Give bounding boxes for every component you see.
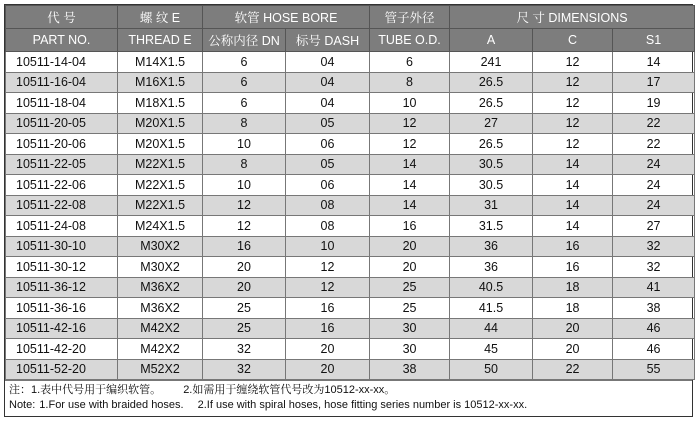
table-row xyxy=(6,175,695,196)
header-col-a: A xyxy=(450,29,533,52)
dash-cell: 04 xyxy=(286,93,370,114)
tube-od-cell: 20 xyxy=(370,236,450,257)
dim-s1-cell: 19 xyxy=(613,93,695,114)
thread-cell: M22X1.5 xyxy=(118,195,203,216)
dim-s1-cell: 22 xyxy=(613,113,695,134)
header-tube-cn: 管子外径 xyxy=(370,6,450,29)
dim-a-cell: 30.5 xyxy=(450,154,533,175)
thread-cell: M42X2 xyxy=(118,339,203,360)
dn-cell: 12 xyxy=(203,195,286,216)
dim-a-cell: 241 xyxy=(450,52,533,73)
dash-cell: 12 xyxy=(286,257,370,278)
part-no-cell: 10511-42-20 xyxy=(6,339,118,360)
tube-od-cell: 8 xyxy=(370,72,450,93)
header-dn: 公称内径 DN xyxy=(203,29,286,52)
dn-cell: 8 xyxy=(203,154,286,175)
dim-a-cell: 36 xyxy=(450,257,533,278)
dim-c-cell: 12 xyxy=(533,52,613,73)
dim-a-cell: 26.5 xyxy=(450,93,533,114)
dash-cell: 04 xyxy=(286,72,370,93)
dash-cell: 05 xyxy=(286,154,370,175)
table-row xyxy=(6,113,695,134)
part-no-cell: 10511-42-16 xyxy=(6,318,118,339)
dn-cell: 20 xyxy=(203,277,286,298)
header-col-s1: S1 xyxy=(613,29,695,52)
table-row xyxy=(6,195,695,216)
dn-cell: 16 xyxy=(203,236,286,257)
note-cn-line xyxy=(9,383,688,398)
table-row xyxy=(6,298,695,319)
dim-a-cell: 26.5 xyxy=(450,72,533,93)
dim-c-cell: 14 xyxy=(533,154,613,175)
dim-c-cell: 22 xyxy=(533,359,613,380)
tube-od-cell: 25 xyxy=(370,277,450,298)
dn-cell: 6 xyxy=(203,72,286,93)
note-en-2: 2.If use with spiral hoses, hose fitting series number is 10512-xx-xx. xyxy=(197,399,528,411)
table-row xyxy=(6,318,695,339)
dn-cell: 32 xyxy=(203,339,286,360)
header-col-c: C xyxy=(533,29,613,52)
dn-cell: 10 xyxy=(203,175,286,196)
note-en-1: 1.For use with braided hoses. xyxy=(39,399,184,411)
dim-c-cell: 12 xyxy=(533,113,613,134)
dn-cell: 6 xyxy=(203,93,286,114)
part-no-cell: 10511-36-12 xyxy=(6,277,118,298)
dn-cell: 6 xyxy=(203,52,286,73)
table-header xyxy=(6,6,695,52)
dn-cell: 8 xyxy=(203,113,286,134)
dim-s1-cell: 22 xyxy=(613,134,695,155)
dim-a-cell: 44 xyxy=(450,318,533,339)
header-dash: 标号 DASH xyxy=(286,29,370,52)
header-thread-en: THREAD E xyxy=(118,29,203,52)
header-dimensions: 尺 寸 DIMENSIONS xyxy=(450,6,695,29)
header-tube-en: TUBE O.D. xyxy=(370,29,450,52)
thread-cell: M14X1.5 xyxy=(118,52,203,73)
dim-s1-cell: 24 xyxy=(613,175,695,196)
dash-cell: 16 xyxy=(286,318,370,339)
tube-od-cell: 12 xyxy=(370,134,450,155)
tube-od-cell: 12 xyxy=(370,113,450,134)
tube-od-cell: 30 xyxy=(370,318,450,339)
dim-s1-cell: 41 xyxy=(613,277,695,298)
tube-od-cell: 14 xyxy=(370,175,450,196)
thread-cell: M30X2 xyxy=(118,236,203,257)
header-thread-cn: 螺 纹 E xyxy=(118,6,203,29)
dim-c-cell: 20 xyxy=(533,339,613,360)
thread-cell: M20X1.5 xyxy=(118,113,203,134)
dim-a-cell: 45 xyxy=(450,339,533,360)
table-row xyxy=(6,52,695,73)
dash-cell: 06 xyxy=(286,134,370,155)
dash-cell: 10 xyxy=(286,236,370,257)
note-cn-label: 注： xyxy=(9,384,31,396)
dim-s1-cell: 38 xyxy=(613,298,695,319)
dim-a-cell: 31 xyxy=(450,195,533,216)
thread-cell: M22X1.5 xyxy=(118,154,203,175)
thread-cell: M24X1.5 xyxy=(118,216,203,237)
dim-c-cell: 14 xyxy=(533,175,613,196)
dim-c-cell: 16 xyxy=(533,257,613,278)
header-hose-bore: 软管 HOSE BORE xyxy=(203,6,370,29)
dim-s1-cell: 32 xyxy=(613,257,695,278)
dim-c-cell: 16 xyxy=(533,236,613,257)
dim-a-cell: 30.5 xyxy=(450,175,533,196)
table-row xyxy=(6,359,695,380)
dim-s1-cell: 32 xyxy=(613,236,695,257)
dim-c-cell: 12 xyxy=(533,93,613,114)
part-no-cell: 10511-18-04 xyxy=(6,93,118,114)
tube-od-cell: 20 xyxy=(370,257,450,278)
tube-od-cell: 14 xyxy=(370,154,450,175)
dn-cell: 12 xyxy=(203,216,286,237)
table-row xyxy=(6,236,695,257)
dn-cell: 10 xyxy=(203,134,286,155)
dim-s1-cell: 46 xyxy=(613,339,695,360)
header-row-1 xyxy=(6,6,695,29)
dim-s1-cell: 46 xyxy=(613,318,695,339)
dash-cell: 04 xyxy=(286,52,370,73)
tube-od-cell: 14 xyxy=(370,195,450,216)
tube-od-cell: 30 xyxy=(370,339,450,360)
fitting-spec-table xyxy=(5,5,695,380)
part-no-cell: 10511-24-08 xyxy=(6,216,118,237)
part-no-cell: 10511-16-04 xyxy=(6,72,118,93)
dash-cell: 16 xyxy=(286,298,370,319)
dim-a-cell: 31.5 xyxy=(450,216,533,237)
table-row xyxy=(6,277,695,298)
table-row xyxy=(6,93,695,114)
header-part-no: PART NO. xyxy=(6,29,118,52)
dn-cell: 25 xyxy=(203,298,286,319)
thread-cell: M36X2 xyxy=(118,277,203,298)
dash-cell: 08 xyxy=(286,216,370,237)
header-code-cn: 代 号 xyxy=(6,6,118,29)
dim-s1-cell: 27 xyxy=(613,216,695,237)
dn-cell: 32 xyxy=(203,359,286,380)
tube-od-cell: 38 xyxy=(370,359,450,380)
dim-c-cell: 18 xyxy=(533,298,613,319)
part-no-cell: 10511-52-20 xyxy=(6,359,118,380)
dim-s1-cell: 14 xyxy=(613,52,695,73)
dash-cell: 06 xyxy=(286,175,370,196)
dim-s1-cell: 17 xyxy=(613,72,695,93)
dim-s1-cell: 24 xyxy=(613,195,695,216)
table-body xyxy=(6,52,695,380)
note-cn-2: 2.如需用于缠绕软管代号改为10512-xx-xx。 xyxy=(183,384,396,396)
part-no-cell: 10511-20-06 xyxy=(6,134,118,155)
dim-s1-cell: 24 xyxy=(613,154,695,175)
table-row xyxy=(6,134,695,155)
dn-cell: 25 xyxy=(203,318,286,339)
tube-od-cell: 6 xyxy=(370,52,450,73)
dim-a-cell: 36 xyxy=(450,236,533,257)
dim-a-cell: 41.5 xyxy=(450,298,533,319)
dash-cell: 08 xyxy=(286,195,370,216)
part-no-cell: 10511-20-05 xyxy=(6,113,118,134)
dim-c-cell: 14 xyxy=(533,195,613,216)
note-en-label: Note: xyxy=(9,399,36,411)
header-row-2 xyxy=(6,29,695,52)
dim-s1-cell: 55 xyxy=(613,359,695,380)
thread-cell: M20X1.5 xyxy=(118,134,203,155)
note-cn-1: 1.表中代号用于编织软管。 xyxy=(31,384,162,396)
dim-c-cell: 14 xyxy=(533,216,613,237)
notes xyxy=(5,380,692,416)
dim-c-cell: 18 xyxy=(533,277,613,298)
dash-cell: 20 xyxy=(286,359,370,380)
part-no-cell: 10511-14-04 xyxy=(6,52,118,73)
dim-a-cell: 40.5 xyxy=(450,277,533,298)
thread-cell: M52X2 xyxy=(118,359,203,380)
dim-c-cell: 20 xyxy=(533,318,613,339)
dash-cell: 20 xyxy=(286,339,370,360)
part-no-cell: 10511-30-10 xyxy=(6,236,118,257)
thread-cell: M42X2 xyxy=(118,318,203,339)
dim-c-cell: 12 xyxy=(533,134,613,155)
part-no-cell: 10511-22-08 xyxy=(6,195,118,216)
dim-c-cell: 12 xyxy=(533,72,613,93)
part-no-cell: 10511-22-06 xyxy=(6,175,118,196)
note-en-line xyxy=(9,398,688,413)
thread-cell: M16X1.5 xyxy=(118,72,203,93)
dim-a-cell: 27 xyxy=(450,113,533,134)
thread-cell: M30X2 xyxy=(118,257,203,278)
table-row xyxy=(6,257,695,278)
table-row xyxy=(6,154,695,175)
table-row xyxy=(6,216,695,237)
part-no-cell: 10511-36-16 xyxy=(6,298,118,319)
table-row xyxy=(6,339,695,360)
tube-od-cell: 16 xyxy=(370,216,450,237)
thread-cell: M18X1.5 xyxy=(118,93,203,114)
table-row xyxy=(6,72,695,93)
thread-cell: M36X2 xyxy=(118,298,203,319)
dash-cell: 12 xyxy=(286,277,370,298)
dn-cell: 20 xyxy=(203,257,286,278)
part-no-cell: 10511-22-05 xyxy=(6,154,118,175)
spec-sheet xyxy=(4,4,693,417)
thread-cell: M22X1.5 xyxy=(118,175,203,196)
dim-a-cell: 26.5 xyxy=(450,134,533,155)
tube-od-cell: 10 xyxy=(370,93,450,114)
dim-a-cell: 50 xyxy=(450,359,533,380)
tube-od-cell: 25 xyxy=(370,298,450,319)
dash-cell: 05 xyxy=(286,113,370,134)
part-no-cell: 10511-30-12 xyxy=(6,257,118,278)
